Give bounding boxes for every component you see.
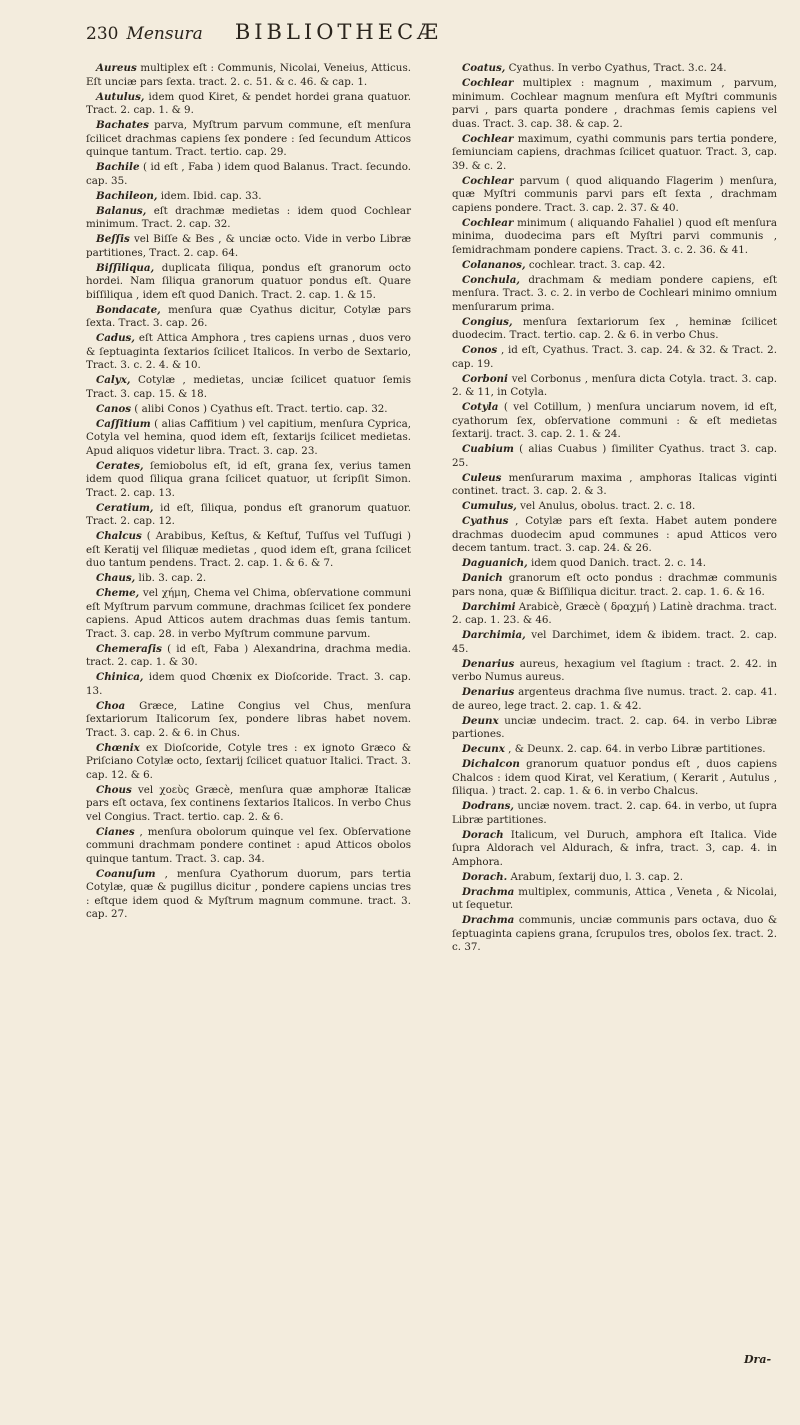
entry-headword: Denarius xyxy=(462,686,515,698)
dictionary-entry xyxy=(452,829,777,870)
entry-headword: Cochlear xyxy=(462,174,514,187)
entry-headword: Coanuſum xyxy=(96,867,156,880)
entry-definition: granorum quatuor pondus eſt , duos capiens Chalcos : idem quod Kirat, vel Keratium, ( Kerarit , Autulus , ſiliqua. ) tract. 2. cap. 1. & 6. in verbo Chalcus. xyxy=(452,758,777,797)
entry-headword: Darchimia, xyxy=(462,629,526,641)
entry-headword: Danich xyxy=(462,572,503,584)
dictionary-entry xyxy=(86,671,411,698)
dictionary-entry xyxy=(86,700,411,741)
entry-definition: , Cotylæ pars eſt ſexta. Habet autem pondere drachmas duodecim apud communes : apud Atticos vero decem tantum. tract. 3. cap. 24. & 26. xyxy=(452,515,777,554)
entry-definition: communis, unciæ communis pars octava, duo & ſeptuaginta capiens grana, ſcrupulos tres, obolos ſex. tract. 2. c. 37. xyxy=(452,914,777,953)
entry-headword: Coatus, xyxy=(462,62,506,74)
dictionary-entry xyxy=(86,332,411,373)
entry-headword: Aureus xyxy=(96,62,137,74)
dictionary-entry xyxy=(452,515,777,556)
entry-definition: granorum eſt octo pondus : drachmæ communis pars nona, quæ & Biſſiliqua dicitur. tract. 2. cap. 1. 6. & 16. xyxy=(452,572,777,598)
dictionary-entry xyxy=(86,374,411,401)
dictionary-entry xyxy=(452,572,777,599)
entry-definition: vel Corbonus , menſura dicta Cotyla. tract. 3. cap. 2. & 11, in Cotyla. xyxy=(452,372,777,398)
entry-headword: Darchimi xyxy=(462,600,516,613)
dictionary-entry xyxy=(452,886,777,913)
entry-definition: vel χήμη, Chema vel Chima, obſervatione communi eſt Myſtrum parvum commune, drachmas ſcilicet ſex pondere capiens. Apud Atticos autem drachmas duas ſemis tantum. Tract. 3. cap. 28. in verbo Myſtrum commune parvum. xyxy=(86,587,411,640)
entry-definition: menſura quæ Cyathus dicitur, Cotylæ pars ſexta. Tract. 3. cap. 26. xyxy=(86,303,411,329)
dictionary-entry xyxy=(86,418,411,459)
dictionary-entry xyxy=(86,262,411,303)
dictionary-entry xyxy=(452,658,777,685)
entry-definition: unciæ novem. tract. 2. cap. 64. in verbo, ut ſupra Libræ partitiones. xyxy=(452,800,777,826)
entry-headword: Corboni xyxy=(462,372,508,385)
dictionary-entry xyxy=(86,784,411,825)
dictionary-entry xyxy=(452,758,777,799)
entry-definition: idem quod Danich. tract. 2. c. 14. xyxy=(527,557,706,569)
dictionary-entry xyxy=(452,715,777,742)
dictionary-entry xyxy=(86,742,411,783)
dictionary-entry xyxy=(86,587,411,641)
entry-headword: Autulus, xyxy=(96,90,145,103)
entry-headword: Dichalcon xyxy=(462,758,520,770)
entry-definition: Cotylæ , medietas, unciæ ſcilicet quatuor ſemis Tract. 3. cap. 15. & 18. xyxy=(86,374,411,400)
entry-definition: minimum ( aliquando Fahaliel ) quod eſt menſura minima, duodecima pars eſt Myſtri parvi communis , ſemidrachmam pondere capiens. Tract. 3. c. 2. 36. & 41. xyxy=(452,216,777,256)
entry-definition: eſt drachmæ medietas : idem quod Cochlear minimum. Tract. 2. cap. 32. xyxy=(86,204,411,230)
dictionary-entry xyxy=(86,62,411,89)
page-title: BIBLIOTHECÆ xyxy=(234,20,443,44)
dictionary-entry xyxy=(452,259,777,273)
dictionary-entry xyxy=(452,175,777,216)
dictionary-entry xyxy=(452,344,777,371)
entry-definition: argenteus drachma ſive numus. tract. 2. cap. 41. de aureo, lege tract. 2. cap. 1. & 42. xyxy=(452,686,777,712)
entry-definition: ( alias Cuabus ) ſimiliter Cyathus. tract 3. cap. 25. xyxy=(452,443,777,469)
entry-headword: Dodrans, xyxy=(462,800,514,812)
dictionary-entry xyxy=(86,205,411,232)
dictionary-entry xyxy=(86,502,411,529)
entry-definition: ( Arabibus, Keſtus, & Keſtuf, Tuſſus vel Tuſſugi ) eſt Keratij vel ſiliquæ medietas , quod idem eſt, grana ſcilicet duo tantum pendens. Tract. 2. cap. 1. & 6. & 7. xyxy=(86,530,411,569)
entry-definition: Arabicè, Græcè ( δραχμή ) Latinè drachma. tract. 2. cap. 1. 23. & 46. xyxy=(452,600,777,626)
entry-headword: Calyx, xyxy=(96,374,131,386)
entry-definition: multiplex : magnum , maximum , parvum, minimum. Cochlear magnum menſura eſt Myſtri communis parvi , pars quarta pondere , drachmas ſemis capiens vel duas. Tract. 3. cap. 38. & cap. 2. xyxy=(452,77,777,130)
dictionary-entry xyxy=(452,401,777,442)
entry-headword: Biſſiliqua, xyxy=(96,261,155,274)
dictionary-entry xyxy=(86,119,411,160)
entry-definition: ( vel Cotillum, ) menſura unciarum novem, id eſt, cyathorum ſex, obſervatione communi : & eſt medietas ſextarij. tract. 3. cap. 2. 1. & 24. xyxy=(452,401,777,440)
entry-headword: Deunx xyxy=(462,714,499,727)
entry-definition: vel Biſſe & Bes , & unciæ octo. Vide in verbo Libræ partitiones, Tract. 2. cap. 64. xyxy=(86,233,411,259)
dictionary-entry xyxy=(452,316,777,343)
dictionary-entry xyxy=(86,161,411,188)
entry-headword: Decunx xyxy=(462,743,505,755)
entry-headword: Cotyla xyxy=(462,401,499,413)
entry-definition: ( id eſt, Faba ) Alexandrina, drachma media. tract. 2. cap. 1. & 30. xyxy=(86,642,411,668)
entry-headword: Caſſitium xyxy=(96,417,151,430)
dictionary-entry xyxy=(452,629,777,656)
entry-headword: Balanus, xyxy=(96,204,147,217)
dictionary-entry xyxy=(86,403,411,417)
entry-headword: Conos xyxy=(462,344,498,356)
dictionary-entry xyxy=(452,133,777,174)
entry-definition: vel Darchimet, idem & ibidem. tract. 2. cap. 45. xyxy=(452,629,777,655)
dictionary-entry xyxy=(86,826,411,867)
dictionary-entry xyxy=(86,233,411,260)
entry-headword: Daguanich, xyxy=(462,557,528,569)
entry-definition: , menſura Cyathorum duorum, pars tertia Cotylæ, quæ & pugillus dicitur , pondere capiens uncias tres : eſtque idem quod & Myſtrum magnum commune. tract. 3. cap. 27. xyxy=(86,867,411,920)
entry-headword: Colananos, xyxy=(462,258,526,271)
running-title: Mensura xyxy=(126,24,203,44)
entry-definition: drachmam & mediam pondere capiens, eſt menſura. Tract. 3. c. 2. in verbo de Cochleari minimo omnium menſurarum prima. xyxy=(452,273,777,313)
entry-definition: idem quod Chœnix ex Dioſcoride. Tract. 3. cap. 13. xyxy=(86,671,411,697)
entry-definition: ( id eſt , Faba ) idem quod Balanus. Tract. ſecundo. cap. 35. xyxy=(86,161,411,187)
entry-definition: eſt Attica Amphora , tres capiens urnas , duos vero & ſeptuaginta ſextarios ſcilicet Italicos. In verbo de Sextario, Tract. 3. c. 2. 4. & 10. xyxy=(86,332,411,371)
entry-headword: Cochlear xyxy=(462,132,514,145)
entry-headword: Cianes xyxy=(96,825,135,838)
dictionary-entry xyxy=(86,460,411,501)
entry-definition: Italicum, vel Duruch, amphora eſt Italica. Vide ſupra Aldorach vel Aldurach, & infra, tract. 3, cap. 4. in Amphora. xyxy=(452,828,777,868)
entry-headword: Bachates xyxy=(96,119,149,131)
entry-headword: Denarius xyxy=(462,657,515,670)
entry-definition: lib. 3. cap. 2. xyxy=(135,572,207,584)
page-number: 230 xyxy=(86,24,119,44)
dictionary-entry xyxy=(452,557,777,571)
entry-headword: Chalcus xyxy=(96,530,142,542)
entry-definition: , id eſt, Cyathus. Tract. 3. cap. 24. & 32. & Tract. 2. cap. 19. xyxy=(452,344,777,370)
entry-definition: , menſura obolorum quinque vel ſex. Obſervatione communi drachmam pondere continet : apud Atticos obolos quinque tantum. Tract. 3. cap. 34. xyxy=(86,825,411,865)
page-header xyxy=(86,20,776,48)
entry-headword: Dorach. xyxy=(462,870,508,883)
entry-definition: aureus, hexagium vel ſtagium : tract. 2. 42. in verbo Numus aureus. xyxy=(452,657,777,683)
entry-definition: Arabum, ſextarij duo, l. 3. cap. 2. xyxy=(507,870,683,883)
entry-headword: Conchula, xyxy=(462,273,520,286)
dictionary-entry xyxy=(86,643,411,670)
entry-headword: Cochlear xyxy=(462,216,514,229)
dictionary-entry xyxy=(452,77,777,131)
entry-headword: Bachile xyxy=(96,161,140,173)
dictionary-entry xyxy=(452,800,777,827)
entry-headword: Chinica, xyxy=(96,671,144,683)
entry-definition: unciæ undecim. tract. 2. cap. 64. in verbo Libræ partiones. xyxy=(452,714,777,740)
dictionary-entry xyxy=(452,373,777,400)
entry-definition: idem quod Kiret, & pendet hordei grana quatuor. Tract. 2. cap. 1. & 9. xyxy=(86,90,411,116)
entry-definition: vel Anulus, obolus. tract. 2. c. 18. xyxy=(516,500,696,512)
entry-definition: id eſt, ſiliqua, pondus eſt granorum quatuor. Tract. 2. cap. 12. xyxy=(86,501,411,527)
dictionary-entry xyxy=(86,868,411,922)
entry-definition: , & Deunx. 2. cap. 64. in verbo Libræ partitiones. xyxy=(504,743,766,755)
entry-headword: Cochlear xyxy=(462,77,514,89)
entry-definition: menſurarum maxima , amphoras Italicas viginti continet. tract. 3. cap. 2. & 3. xyxy=(452,471,777,497)
dictionary-entry xyxy=(452,274,777,315)
dictionary-entry xyxy=(86,304,411,331)
entry-definition: ex Dioſcoride, Cotyle tres : ex ignoto Græco & Priſciano Cotylæ octo, ſextarij ſcilicet quatuor Italici. Tract. 3. cap. 12. & 6. xyxy=(86,741,411,781)
entry-headword: Chous xyxy=(96,783,132,796)
entry-headword: Dorach xyxy=(462,828,504,841)
entry-headword: Bachileon, xyxy=(96,189,158,202)
entry-headword: Cerates, xyxy=(96,459,144,472)
entry-headword: Beſſis xyxy=(96,233,130,245)
entry-definition: idem. Ibid. cap. 33. xyxy=(157,189,262,202)
entry-headword: Congius, xyxy=(462,315,513,328)
entry-definition: maximum, cyathi communis pars tertia pondere, ſemiunciam capiens, drachmas ſcilicet quatuor. Tract. 3, cap. 39. & c. 2. xyxy=(452,132,777,172)
entry-headword: Cumulus, xyxy=(462,500,517,512)
dictionary-entry xyxy=(452,871,777,885)
entry-definition: ( alias Caffitium ) vel capitium, menſura Cyprica, Cotyla vel hemina, quod idem eſt, ſextarijs ſcilicet medietas. Apud aliquos videtur libra. Tract. 3. cap. 23. xyxy=(86,417,411,457)
dictionary-entry xyxy=(86,530,411,571)
entry-headword: Ceratium, xyxy=(96,501,154,514)
entry-definition: menſura ſextariorum ſex , heminæ ſcilicet duodecim. Tract. tertio. cap. 2. & 6. in verbo Chus. xyxy=(452,315,777,341)
entry-definition: parva, Myſtrum parvum commune, eſt menſura ſcilicet drachmas capiens ſex pondere : ſed ſecundum Atticos quinque tantum. Tract. tertio. cap. 29. xyxy=(86,119,411,158)
dictionary-entry xyxy=(452,443,777,470)
entry-headword: Choa xyxy=(96,699,126,712)
entry-headword: Culeus xyxy=(462,471,502,484)
dictionary-entry xyxy=(452,62,777,76)
entry-headword: Chemeraſis xyxy=(96,642,162,655)
entry-definition: vel χοεὺς Græcè, menſura quæ amphoræ Italicæ pars eſt octava, ſex continens ſextarios Italicos. In verbo Chus vel Congius. Tract. tertio. cap. 2. & 6. xyxy=(86,783,411,823)
dictionary-entry xyxy=(452,500,777,514)
entry-headword: Chœnix xyxy=(96,741,140,754)
entry-definition: Cyathus. In verbo Cyathus, Tract. 3.c. 24. xyxy=(505,62,727,74)
entry-headword: Drachma xyxy=(462,914,515,926)
entry-definition: ( alibi Conos ) Cyathus eſt. Tract. tertio. cap. 32. xyxy=(131,402,388,415)
entry-definition: multiplex eſt : Communis, Nicolai, Veneius, Atticus. Eſt unciæ pars ſexta. tract. 2. c. 51. & c. 46. & cap. 1. xyxy=(86,62,411,88)
entry-headword: Bondacate, xyxy=(96,303,161,316)
dictionary-entry xyxy=(452,601,777,628)
entry-definition: duplicata ſiliqua, pondus eſt granorum octo hordei. Nam ſiliqua granorum quatuor pondus eſt. Quare biſſiliqua , idem eſt quod Danich. Tract. 2. cap. 1. & 15. xyxy=(86,261,411,301)
dictionary-entry xyxy=(86,190,411,204)
dictionary-entry xyxy=(452,472,777,499)
dictionary-entry xyxy=(86,572,411,586)
dictionary-entry xyxy=(86,91,411,118)
entry-headword: Cuabium xyxy=(462,443,514,455)
dictionary-entry xyxy=(452,686,777,713)
dictionary-entry xyxy=(452,217,777,258)
entry-definition: cochlear. tract. 3. cap. 42. xyxy=(525,258,666,271)
catchword: Dra- xyxy=(744,1353,772,1366)
entry-definition: Græce, Latine Congius vel Chus, menſura ſextariorum Italicorum ſex, pondere libras habet novem. Tract. 3. cap. 2. & 6. in Chus. xyxy=(86,699,411,739)
right-column xyxy=(452,62,777,956)
entry-headword: Canos xyxy=(96,402,132,415)
entry-definition: ſemiobolus eſt, id eſt, grana ſex, verius tamen idem quod ſiliqua grana ſcilicet quatuor, ut ſcripſit Simon. Tract. 2. cap. 13. xyxy=(86,459,411,499)
entry-headword: Cadus, xyxy=(96,332,135,344)
entry-definition: multiplex, communis, Attica , Veneta , & Nicolai, ut ſequetur. xyxy=(452,885,777,911)
entry-definition: parvum ( quod aliquando Flagerim ) menſura, quæ Myſtri communis parvi pars eſt ſexta , drachmam capiens pondere. Tract. 3. cap. 2. 37. & 40. xyxy=(452,174,777,214)
entry-headword: Cheme, xyxy=(96,587,140,599)
left-column xyxy=(86,62,411,923)
entry-headword: Chaus, xyxy=(96,572,136,584)
entry-headword: Drachma xyxy=(462,885,515,898)
dictionary-entry xyxy=(452,914,777,955)
entry-headword: Cyathus xyxy=(462,515,509,527)
dictionary-entry xyxy=(452,743,777,757)
